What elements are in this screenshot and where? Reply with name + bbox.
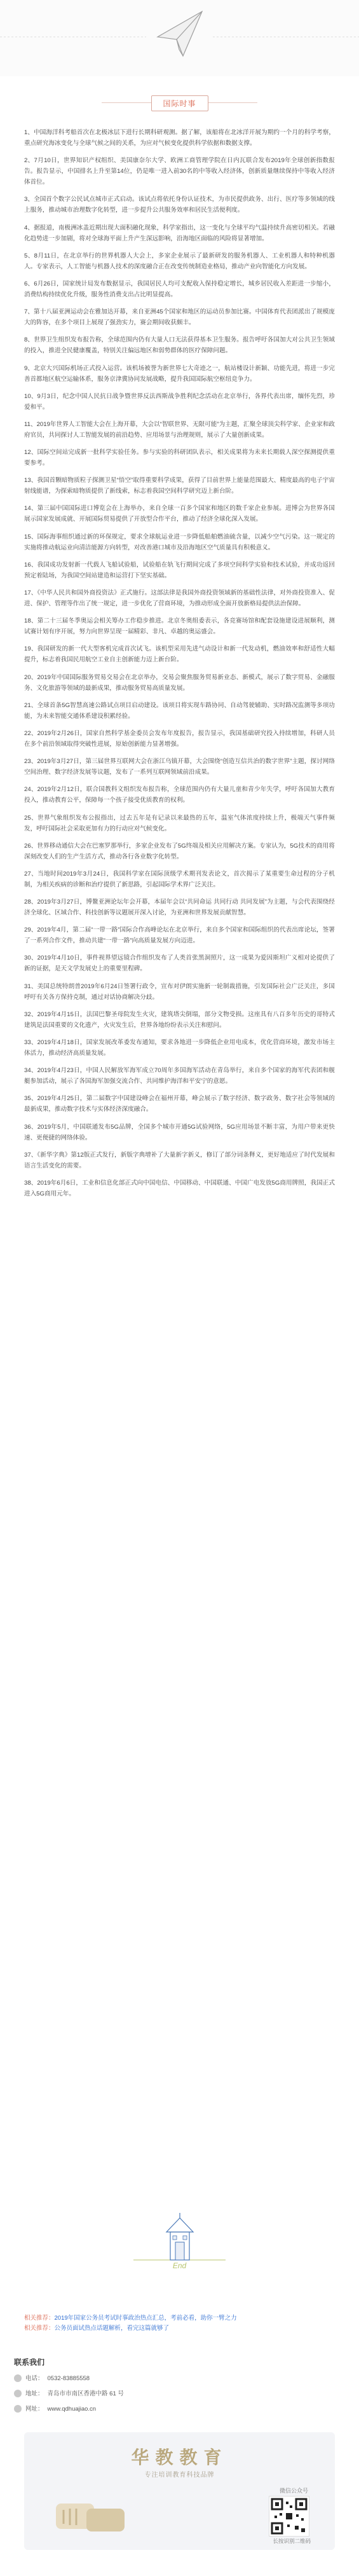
news-list bbox=[24, 127, 335, 1206]
header-banner bbox=[0, 0, 359, 76]
news-item: 12、国际空间站完成新一批科学实验任务。参与实验的科研团队表示，相关成果将为未来长期载人深空探测提供重要参考。 bbox=[24, 449, 335, 467]
related-link[interactable]: 相关推荐：公务员面试热点话题解析，看完这篇就够了 bbox=[24, 2325, 170, 2332]
phone-icon bbox=[14, 2374, 22, 2382]
contact-address: 地址： 青岛市市南区香港中路 61 号 bbox=[14, 2388, 124, 2397]
news-item: 1、中国海洋科考船首次在北极冰层下进行长期科研观测。据了解，该船将在北冰洋开展为期约一个月的科学考察，重点研究海冰变化与全球气候之间的关系，为应对气候变化提供科学依据和数据支撑。 bbox=[24, 129, 335, 147]
title-divider-right bbox=[200, 102, 257, 103]
news-item: 7、第十八届亚洲运动会在雅加达开幕，来自亚洲45个国家和地区的运动员参加比赛。中国体育代表团派出了规模庞大的阵容，在多个项目上展现了强劲实力，赛会期间收获颇丰。 bbox=[24, 308, 335, 327]
qr-code-icon bbox=[269, 2497, 309, 2536]
news-item: 8、世界卫生组织发布报告称，全球范围内仍有大量人口无法获得基本卫生服务。报告呼吁各国加大对公共卫生领域的投入，推进全民健康覆盖，特别关注偏远地区和弱势群体的医疗保障问题。 bbox=[24, 336, 335, 355]
paper-plane-icon bbox=[0, 0, 359, 76]
news-item: 15、国际海事组织通过新的环保规定，要求全球航运业进一步降低船舶燃油硫含量，以减少空气污染。这一规定的实施将推动航运业向清洁能源方向转型，对改善港口城市及沿海地区空气质量具有积极意义。 bbox=[24, 533, 335, 551]
brand-card bbox=[24, 2432, 335, 2550]
news-item: 22、2019年2月26日，国家自然科学基金委员会发布年度报告，报告显示，我国基础研究投入持续增加，科研人员在多个前沿领域取得突破性进展，原始创新能力显著增强。 bbox=[24, 729, 335, 748]
news-item: 14、第三届中国国际进口博览会在上海举办，来自全球一百多个国家和地区的数千家企业参展。进博会为世界各国展示国家发展成就、开展国际贸易提供了开放型合作平台，推动了经济全球化深入发展。 bbox=[24, 505, 335, 523]
news-item: 23、2019年3月27日，第三届世界互联网大会在浙江乌镇开幕，大会围绕“创造互信共治的数字世界”主题，探讨网络空间治理、数字经济发展等议题，发布了一系列互联网领域前沿成果。 bbox=[24, 758, 335, 776]
news-item: 17、《中华人民共和国外商投资法》正式施行。这部法律是我国外商投资领域新的基础性法律，对外商投资准入、促进、保护、管理等作出了统一规定，进一步优化了营商环境，为推动形成全面开放新格局提供法治保障。 bbox=[24, 589, 335, 607]
news-item: 6、6月26日，国家统计局发布数据显示，我国居民人均可支配收入保持稳定增长，城乡居民收入差距进一步缩小，消费结构持续优化升级，服务性消费支出占比明显提高。 bbox=[24, 280, 335, 298]
qr-label: 微信公众号 bbox=[279, 2488, 308, 2494]
news-item: 13、我国首颗暗物质粒子探测卫星“悟空”取得重要科学成果，获得了目前世界上能量范围最大、精度最高的电子宇宙射线能谱，为探索暗物质提供了新线索，标志着我国空间科学研究迈上新台阶。 bbox=[24, 477, 335, 495]
news-item: 35、2019年4月25日，第二届数字中国建设峰会在福州开幕，峰会展示了数字经济、数字政务、数字社会等领域的最新成果，推动数字技术与实体经济深度融合。 bbox=[24, 1095, 335, 1113]
qr-caption: 长按识别二维码 bbox=[273, 2538, 311, 2544]
news-item: 2、7月10日，世界知识产权组织、美国康奈尔大学、欧洲工商管理学院在日内瓦联合发布2019年全球创新指数报告。报告显示，中国排名上升至第14位，仍是唯一进入前30名的中等收入经济体，创新质量继续保持中等收入经济体首位。 bbox=[24, 157, 335, 186]
qr-code[interactable] bbox=[269, 2496, 309, 2537]
news-item: 18、第二十三届冬季奥运会相关筹办工作稳步推进。北京冬奥组委表示，各竞赛场馆和配套设施建设进展顺利，测试赛计划有序开展，努力向世界呈现一届精彩、非凡、卓越的奥运盛会。 bbox=[24, 617, 335, 636]
news-item: 34、2019年4月23日，中国人民解放军海军成立70周年多国海军活动在青岛举行，来自多个国家的海军代表团和舰艇参加活动，展示了各国海军加强交流合作、共同维护海洋和平安宁的意愿。 bbox=[24, 1067, 335, 1085]
location-icon bbox=[14, 2390, 22, 2397]
news-item: 9、北京大兴国际机场正式投入运营。该机场被誉为新世界七大奇迹之一，航站楼设计新颖、功能先进，将进一步完善首都地区航空运输体系，服务京津冀协同发展战略，提升我国国际航空枢纽竞争力。 bbox=[24, 364, 335, 383]
end-label: End bbox=[172, 2261, 187, 2270]
news-item: 37、《新华字典》第12版正式发行，新版字典增补了大量新字新义，修订了部分词条释义，更好地适应了时代发展和语言生活变化的需要。 bbox=[24, 1151, 335, 1169]
globe-icon bbox=[14, 2405, 22, 2413]
header-illustration bbox=[0, 0, 359, 76]
news-item: 31、美国总统特朗普2019年6月24日签署行政令，宣布对伊朗实施新一轮制裁措施，引发国际社会广泛关注，多国呼吁有关各方保持克制，通过对话协商解决分歧。 bbox=[24, 982, 335, 1001]
brand-name: 华教教育 bbox=[131, 2448, 228, 2467]
news-item: 30、2019年4月10日，事件视界望远镜合作组织发布了人类首张黑洞照片，这一成果为爱因斯坦广义相对论提供了新的证据，是天文学发展史上的重要里程碑。 bbox=[24, 954, 335, 973]
news-item: 38、2019年6月6日，工业和信息化部正式向中国电信、中国移动、中国联通、中国广电发放5G商用牌照，我国正式进入5G商用元年。 bbox=[24, 1179, 335, 1197]
news-item: 3、全国首个数字公民试点城市正式启动。该试点将依托身份认证技术，为市民提供政务、出行、医疗等多领域的线上服务，推动城市治理数字化转型，进一步提升公共服务效率和居民生活便利度。 bbox=[24, 196, 335, 214]
brand-slogan: 专注培训教育科技品牌 bbox=[144, 2472, 215, 2479]
news-item: 25、世界气象组织发布公报指出，过去五年是有记录以来最热的五年，温室气体浓度持续上升，极端天气事件频发，呼吁国际社会采取更加有力的行动应对气候变化。 bbox=[24, 814, 335, 832]
section-title: 国际时事 bbox=[151, 95, 208, 111]
news-item: 28、2019年3月27日，博鳌亚洲论坛年会开幕，本届年会以“共同命运 共同行动 共同发展”为主题，与会代表围绕经济全球化、区域合作、科技创新等议题展开深入讨论，为亚洲和世界发展贡献智慧。 bbox=[24, 899, 335, 917]
news-item: 21、全球首条5G智慧高速公路试点项目启动建设。该项目将实现车路协同、自动驾驶辅助、实时路况监测等多项功能，为未来智能交通体系建设积累经验。 bbox=[24, 701, 335, 720]
news-item: 29、2019年4月，第二届“一带一路”国际合作高峰论坛在北京举行，来自多个国家和国际组织的代表出席论坛，签署了一系列合作文件，推动共建“一带一路”向高质量发展方向迈进。 bbox=[24, 926, 335, 945]
news-item: 10、9月3日，纪念中国人民抗日战争暨世界反法西斯战争胜利纪念活动在北京举行，各界代表出席，缅怀先烈，珍爱和平。 bbox=[24, 392, 335, 411]
news-item: 27、当地时间2019年3月24日，我国科学家在国际顶级学术期刊发表论文，首次揭示了某重要生命过程的分子机制，为相关疾病的诊断和治疗提供了新思路，引起国际学术界广泛关注。 bbox=[24, 870, 335, 888]
building-icon bbox=[0, 2207, 359, 2264]
contact-phone[interactable]: 电话： 0532-83885558 bbox=[14, 2373, 90, 2382]
related-links bbox=[24, 2313, 335, 2334]
news-item: 11、2019年世界人工智能大会在上海开幕，大会以“智联世界、无限可能”为主题，汇聚全球顶尖科学家、企业家和政府官员，共同探讨人工智能发展的前沿趋势、应用场景与治理规则，展示了大量创新成果。 bbox=[24, 420, 335, 439]
news-item: 19、我国研发的新一代大型客机完成首次试飞。该机型采用先进气动设计和新一代发动机，燃油效率和舒适性大幅提升，标志着我国民用航空工业自主创新能力迈上新台阶。 bbox=[24, 645, 335, 664]
news-item: 36、2019年5月，中国联通发布5G品牌，全国多个城市开通5G试验网络，5G应用场景不断丰富，为用户带来更快速、更便捷的网络体验。 bbox=[24, 1123, 335, 1141]
news-item: 5、8月11日，在北京举行的世界机器人大会上，多家企业展示了最新研发的服务机器人、工业机器人和特种机器人。专家表示，人工智能与机器人技术的深度融合正在改变传统制造业格局，推动产业向智能化方向发展。 bbox=[24, 252, 335, 270]
news-item: 33、2019年4月18日，国家发展改革委发布通知，要求各地进一步降低企业用电成本，优化营商环境，激发市场主体活力，推动经济高质量发展。 bbox=[24, 1039, 335, 1057]
end-illustration bbox=[0, 2207, 359, 2296]
handshake-illustration bbox=[51, 2491, 133, 2542]
news-item: 20、2019年中国国际服务贸易交易会在北京举办，交易会聚焦服务贸易新业态、新模式，展示了数字贸易、金融服务、文化旅游等领域的最新成果，推动服务贸易高质量发展。 bbox=[24, 673, 335, 692]
news-item: 26、世界移动通信大会在巴塞罗那举行，多家企业发布了5G终端及相关应用解决方案。专家认为，5G技术的商用将深刻改变人们的生产生活方式，推动各行各业数字化转型。 bbox=[24, 842, 335, 860]
related-link[interactable]: 相关推荐：2019年国家公务员考试时事政治热点汇总，考前必看，助你一臂之力 bbox=[24, 2315, 237, 2322]
news-item: 4、据报道，南极洲冰盖近期出现大面积融化现象，科学家指出，这一变化与全球平均气温持续升高密切相关。若融化趋势进一步加剧，将对全球海平面上升产生深远影响，沿海地区面临的风险将显著增加。 bbox=[24, 224, 335, 242]
news-item: 32、2019年4月15日，法国巴黎圣母院发生火灾，建筑塔尖倒塌，部分文物受损。这座具有八百多年历史的哥特式建筑是法国重要的文化遗产，火灾发生后，世界各地纷纷表示关注和慰问。 bbox=[24, 1010, 335, 1029]
news-item: 24、2019年2月12日，联合国教科文组织发布报告称，全球范围内仍有大量儿童和青少年失学，呼吁各国加大教育投入，推动教育公平，保障每一个孩子接受优质教育的权利。 bbox=[24, 786, 335, 804]
contact-title: 联系我们 bbox=[14, 2358, 45, 2367]
contact-website[interactable]: 网址： www.qdhuajiao.cn bbox=[14, 2404, 96, 2413]
news-item: 16、我国成功发射新一代载人飞船试验船，试验船在轨飞行期间完成了多项空间科学实验和技术试验，并成功返回预定着陆场，为我国空间站建造和运营打下坚实基础。 bbox=[24, 561, 335, 579]
